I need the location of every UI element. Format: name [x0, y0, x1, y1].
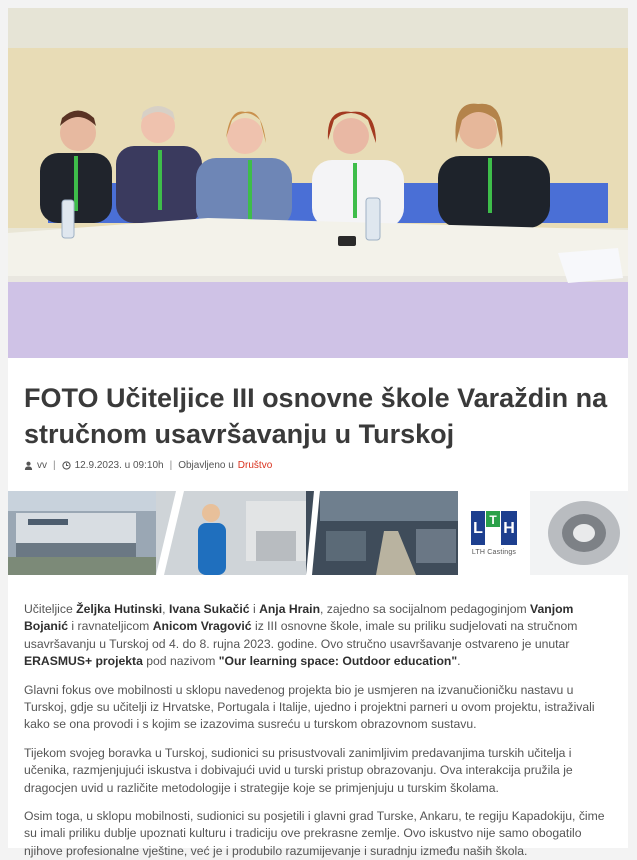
banner-worker-photo — [156, 491, 306, 575]
bold-text: Anja Hrain — [259, 602, 321, 616]
article-paragraph — [24, 682, 612, 734]
paragraph-text: Glavni fokus ove mobilnosti u sklopu navedenog projekta bio je usmjeren na izvanučioničku nastavu u Turskoj, gdje su učitelji iz Hrvatske, Portugala i Italije, ujedno i projektni parneri u ovom projektu, istraživali kako se ona provodi i s kojim se izazovima susreću u turskom obrazovnom sustavu. — [24, 682, 595, 732]
paragraph-text: i — [249, 602, 260, 616]
meta-separator: | — [169, 460, 173, 471]
paragraph-text: , zajedno sa socijalnom pedagoginjom — [320, 602, 531, 616]
svg-text:L: L — [473, 519, 483, 537]
article-meta — [8, 452, 628, 471]
paragraph-text: . — [457, 654, 461, 669]
svg-text:T: T — [489, 512, 497, 527]
bold-text: "Our learning space: Outdoor education" — [218, 654, 458, 669]
clock-icon — [62, 461, 71, 470]
lth-logo-text: LTH Castings — [471, 548, 517, 556]
publish-datetime: 12.9.2023. u 09:10h — [74, 460, 164, 471]
paragraph-text: iz III osnovne škole, imale su priliku sudjelovati na stručnom usavršavanju u Turskoj od 4. do 8. rujna 2023. godine. Ovo stručno usavršavanje ostvareno je unutar — [24, 619, 578, 651]
hero-photo-illustration — [8, 8, 628, 358]
lth-logo-mark — [471, 511, 517, 545]
article-paragraph — [24, 745, 612, 797]
paragraph-text: Osim toga, u sklopu mobilnosti, sudionici su posjetili i glavni grad Turske, Ankaru, te regiju Kapadokiju, čime su imali priliku dublje upoznati kulturu i tradiciju ove prekrasne zemlje. Ovo iskustvo nije samo obogatilo njihove profesionalne vještine, već je i produbilo razumijevanje i suradnju između naših škola. — [24, 809, 605, 858]
ad-banner[interactable] — [8, 491, 628, 575]
user-icon — [24, 461, 33, 470]
article-paragraph — [24, 808, 612, 860]
paragraph-text: , — [162, 602, 169, 616]
article-title: FOTO Učiteljice III osnovne škole Varaždin na stručnom usavršavanju u Turskoj — [24, 383, 608, 449]
article-card — [8, 8, 628, 858]
published-label: Objavljeno u — [178, 460, 234, 471]
banner-factory-aerial — [8, 491, 156, 575]
category-link[interactable]: Društvo — [237, 460, 273, 471]
lth-logo — [458, 491, 530, 575]
bold-text: Željka Hutinski — [76, 602, 163, 616]
hero-photo[interactable] — [8, 8, 628, 358]
paragraph-text: Tijekom svojeg boravka u Turskoj, sudionici su prisustvovali zanimljivim predavanjima turskih učitelja i učenika, razmjenjujući iskustva i dobivajući uvid u turski pristup obrazovanju. Ova interakcija pružila je dragocjen uvid u različite metodologije i strategije koje se primjenjuju u turskim školama. — [24, 745, 573, 795]
article-paragraph — [24, 601, 612, 671]
paragraph-text: Učiteljice — [24, 602, 77, 616]
article-body — [8, 575, 628, 860]
bold-text: Ivana Sukačić — [168, 602, 250, 616]
svg-text:H: H — [503, 519, 515, 537]
author-name[interactable]: vv — [37, 460, 47, 471]
banner-casting-part — [530, 491, 628, 575]
paragraph-text: i ravnateljicom — [68, 619, 153, 634]
banner-production-hall — [306, 491, 458, 575]
meta-separator: | — [53, 460, 56, 471]
bold-text: ERASMUS+ projekta — [24, 654, 143, 669]
bold-text: Anicom Vragović — [152, 619, 252, 634]
bold-text: Vanjom Bojanić — [24, 602, 574, 634]
paragraph-text: pod nazivom — [142, 654, 219, 669]
